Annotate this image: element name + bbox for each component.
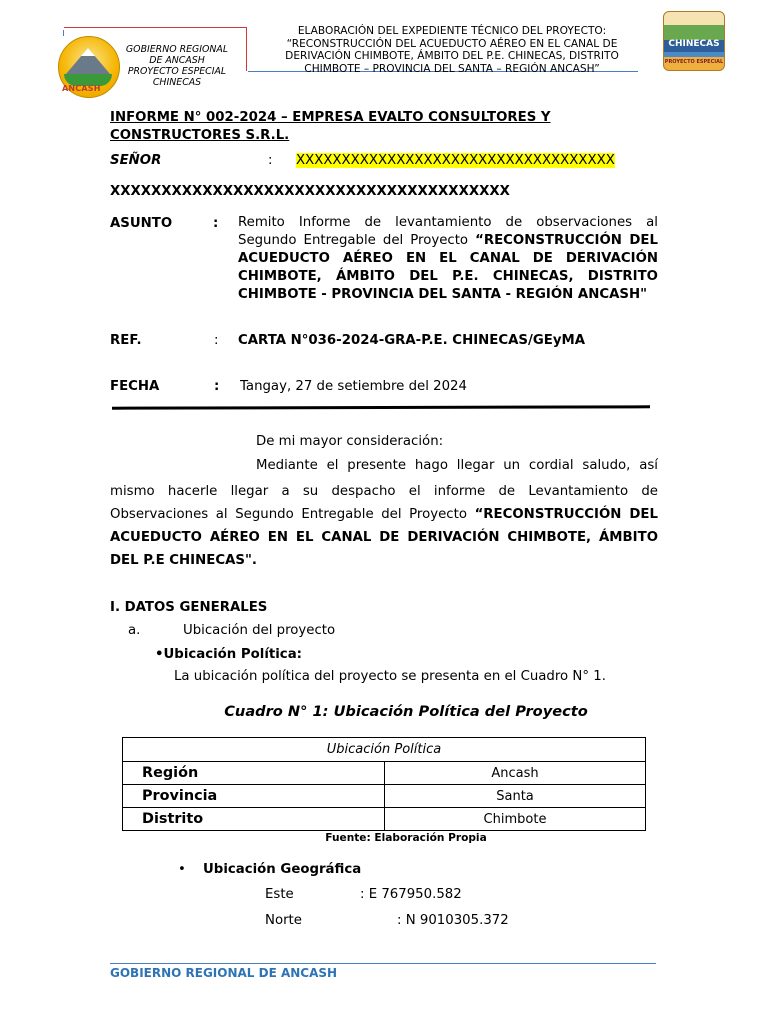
header-rule-red-vertical bbox=[246, 27, 247, 71]
asunto-text-plain: Remito Informe de levantamiento de observaciones al Segundo Entregable del Proyecto bbox=[238, 215, 658, 248]
table-source: Fuente: Elaboración Propia bbox=[325, 832, 487, 844]
header-institution-text bbox=[118, 44, 236, 88]
greeting: De mi mayor consideración: bbox=[256, 434, 444, 449]
table-row bbox=[123, 808, 646, 831]
report-title-line: CONSTRUCTORES S.R.L. bbox=[110, 127, 290, 143]
body-paragraph-bold: “RECONSTRUCCIÓN DEL ACUEDUCTO AÉREO EN EL CANAL DE DERIVACIÓN CHIMBOTE, ÁMBITO DEL P.E CHINECAS". bbox=[110, 507, 658, 568]
subsection-marker: a. bbox=[128, 623, 141, 638]
norte-label: Norte bbox=[265, 913, 302, 928]
body-paragraph bbox=[110, 480, 658, 572]
report-title-line: INFORME N° 002-2024 – EMPRESA EVALTO CONSULTORES Y bbox=[110, 110, 551, 125]
este-value: : E 767950.582 bbox=[360, 887, 462, 902]
asunto-text-bold: “RECONSTRUCCIÓN DEL ACUEDUCTO AÉREO EN EL CANAL DE DERIVACIÓN CHIMBOTE, ÁMBITO DEL P.E. CHINECAS, DISTRITO CHIMBOTE - PROVINCIA DEL SANTA - REGIÓN ANCASH" bbox=[238, 233, 658, 302]
report-title bbox=[110, 109, 630, 144]
table-cell-key: Distrito bbox=[123, 808, 385, 831]
bullet-geografica: Ubicación Geográfica bbox=[203, 862, 362, 877]
bullet-politica: •Ubicación Política: bbox=[155, 647, 302, 662]
institution-line: CHINECAS bbox=[152, 77, 202, 88]
institution-line: GOBIERNO REGIONAL bbox=[125, 44, 229, 55]
ref-value: CARTA N°036-2024-GRA-P.E. CHINECAS/GEyMA bbox=[238, 333, 586, 348]
fecha-label: FECHA bbox=[110, 379, 160, 394]
senor-second-line: XXXXXXXXXXXXXXXXXXXXXXXXXXXXXXXXXXXXXXX bbox=[110, 184, 510, 199]
subsection-title: Ubicación del proyecto bbox=[183, 623, 336, 638]
table-cell-key: Región bbox=[123, 762, 385, 785]
table-cell-value: Santa bbox=[385, 785, 646, 808]
fecha-colon: : bbox=[214, 379, 220, 394]
ref-label: REF. bbox=[110, 333, 142, 348]
institution-line: DE ANCASH bbox=[149, 55, 205, 66]
norte-value: : N 9010305.372 bbox=[397, 913, 509, 928]
logo-right-name: CHINECAS bbox=[668, 39, 720, 49]
institution-line: PROYECTO ESPECIAL bbox=[127, 66, 227, 77]
fecha-value: Tangay, 27 de setiembre del 2024 bbox=[240, 379, 467, 394]
gobierno-regional-ancash-logo bbox=[58, 36, 120, 98]
table-cell-value: Ancash bbox=[385, 762, 646, 785]
asunto-text bbox=[238, 214, 658, 304]
footer-text: GOBIERNO REGIONAL DE ANCASH bbox=[110, 966, 338, 980]
header-rule-red bbox=[64, 27, 247, 28]
senor-label: SEÑOR bbox=[110, 153, 162, 168]
table-row bbox=[123, 762, 646, 785]
ref-colon: : bbox=[214, 333, 219, 348]
table-cell-key: Provincia bbox=[123, 785, 385, 808]
bullet-politica-text: Ubicación Política: bbox=[163, 647, 302, 662]
asunto-colon: : bbox=[213, 216, 219, 231]
logo-right-sub: PROYECTO ESPECIAL bbox=[664, 59, 724, 65]
separator-rule bbox=[112, 405, 650, 409]
body-paragraph-plain: mismo hacerle llegar a su despacho el informe de Levantamiento de Observaciones al Segundo Entregable del Proyecto bbox=[110, 484, 658, 522]
body-paragraph-first-line: Mediante el presente hago llegar un cordial saludo, así bbox=[256, 458, 658, 473]
chinecas-logo bbox=[663, 11, 725, 71]
asunto-label: ASUNTO bbox=[110, 216, 173, 231]
section-heading: I. DATOS GENERALES bbox=[110, 600, 268, 615]
bullet-geografica-marker: • bbox=[178, 862, 186, 877]
politica-text: La ubicación política del proyecto se presenta en el Cuadro N° 1. bbox=[174, 669, 606, 684]
senor-value: XXXXXXXXXXXXXXXXXXXXXXXXXXXXXXXXXXX bbox=[296, 153, 615, 168]
senor-colon: : bbox=[268, 153, 273, 168]
footer-rule bbox=[110, 963, 656, 964]
este-label: Este bbox=[265, 887, 294, 902]
logo-left-text: ANCASH bbox=[62, 84, 101, 93]
header-project-title: ELABORACIÓN DEL EXPEDIENTE TÉCNICO DEL PROYECTO: “RECONSTRUCCIÓN DEL ACUEDUCTO AÉREO EN EL CANAL DE DERIVACIÓN CHIMBOTE, ÁMBITO DEL P.E. CHINECAS, DISTRITO CHIMBOTE – PROVINCIA DEL SANTA – REGIÓN ANCASH” bbox=[285, 25, 619, 75]
ubicacion-politica-table bbox=[122, 737, 646, 831]
table-header: Ubicación Política bbox=[123, 738, 646, 762]
table-cell-value: Chimbote bbox=[385, 808, 646, 831]
table-row bbox=[123, 785, 646, 808]
table-caption: Cuadro N° 1: Ubicación Política del Proyecto bbox=[224, 703, 588, 720]
